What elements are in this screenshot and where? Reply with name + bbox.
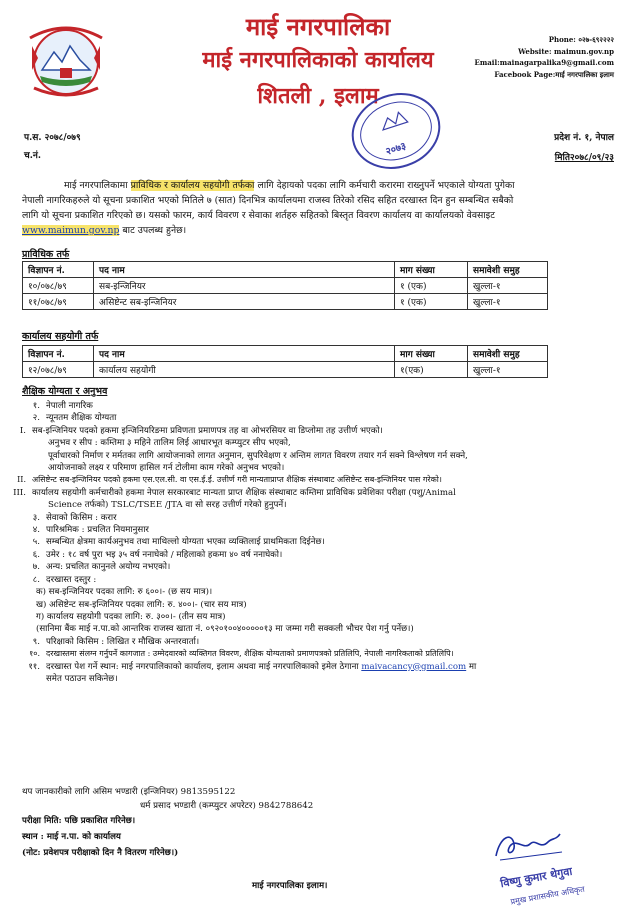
cell: असिष्टेन्ट सब-इन्जिनियर [94, 294, 395, 310]
list-item: १०. दरखास्तमा संलग्न गर्नुपर्ने कागजात : उम्मेदवारको व्यक्तिगत विवरण, शैक्षिक योग्यताको प्रमाणपत्रको प्रतिलिपि, नेपाली नागरिकताको प्रतिलिपि। [29, 649, 454, 659]
cell: खुल्ला-१ [468, 362, 548, 378]
table-row [23, 362, 548, 378]
list-item: I. सब-इन्जिनियर पदको हकमा इन्जिनियरिङमा प्रविणता प्रमाणपत्र तह वा ओभरसियर वा डिप्लोमा तह उत्तीर्ण भएको। [19, 425, 383, 436]
list-item: १. नेपाली नागरिक [32, 401, 93, 411]
intro-text-c: बाट उपलब्ध हुनेछ। [122, 225, 187, 236]
col-count: माग संख्या [395, 346, 468, 362]
place-title: शितली , इलाम [257, 83, 379, 109]
list-item: Science तर्फको) TSLC/TSEE /JTA वा सो सरह उत्तीर्ण गरेको हुनुपर्ने। [48, 500, 287, 511]
intro-line-1 [22, 178, 616, 193]
signature [490, 826, 570, 866]
qualification-title: शैक्षिक योग्यता र अनुभव [22, 386, 108, 397]
intro-line-4 [22, 223, 616, 238]
table-header-row [23, 262, 548, 278]
signer-title: प्रमुख प्रशासकीय अधिकृत [509, 884, 586, 907]
list-item: III. कार्यालय सहयोगी कर्मचारीको हकमा नेपाल सरकारबाट मान्यता प्राप्त शैक्षिक संस्थाबाट कम्तिमा प्राविधिक प्रवेशिका परीक्षा (पशु/Animal [13, 487, 456, 498]
contact-info-1: थप जानकारीको लागि असिम भण्डारी (इन्जिनियर) 9813595122 [22, 787, 236, 797]
list-item: ४. पारिश्रमिक : प्रचलित नियमानुसार [32, 525, 149, 536]
col-group: समावेशी समुह [468, 346, 548, 362]
list-item: (सानिमा बैंक माई न.पा.को आन्तरिक राजस्व खाता नं. ०९२०१००४०००००१३ मा जम्मा गरी सक्कली भौचर पेश गर्नु पर्नेछ।) [36, 624, 414, 635]
intro-highlight: प्राविधिक र कार्यालय सहयोगी तर्फका [130, 180, 255, 191]
cell: खुल्ला-१ [468, 278, 548, 294]
intro-line-3: लागि यो सूचना प्रकाशित गरिएको छ। यसको फारम, कार्य विवरण र सेवाका शर्तहरु सहितको बिस्तृत विवरण कार्यालय वा कार्यालयको वेवसाइट [22, 210, 495, 221]
cell: १०/०७८/७९ [23, 278, 94, 294]
list-item: अनुभव र सीप : कम्तिमा ३ महिने तालिम लिई आधारभूत कम्प्युटर सीप भएको, [48, 438, 291, 449]
tech-section-title: प्राविधिक तर्फ [22, 249, 70, 260]
office-title: माई नगरपालिकाको कार्यालय [202, 47, 434, 73]
cell: १ (एक) [395, 294, 468, 310]
facebook-text: Facebook Page:माई नगरपालिका इलाम [494, 69, 614, 79]
website-text: Website: maimun.gov.np [518, 46, 614, 56]
list-item: ५. सम्बन्धित क्षेत्रमा कार्यअनुभव तथा माथिल्लो योग्यता भएका व्यक्तिलाई प्राथमिकता दिईनेछ। [32, 537, 325, 548]
intro-text-a: माई नगरपालिकामा [64, 180, 128, 191]
list-item: आयोजनाको लक्ष्य र परिमाण हासिल गर्न टोलीमा काम गरेको अनुभव भएको। [48, 463, 285, 474]
list-item: क) सब-इन्जिनियर पदका लागि: रु ६००।- (छ सय मात्र)। [36, 587, 213, 598]
table-row [23, 294, 548, 310]
list-item: ३. सेवाको किसिम : करार [32, 512, 117, 523]
phone-text: Phone: ०२७-६९२२२२ [548, 35, 614, 44]
list-item: पूर्वाधारको निर्माण र मर्मतका लागि आयोजनाको लागत अनुमान, सुपरिवेक्षण र अन्तिम लागत विवरण तयार गर्न सक्ने विश्लेषण गर्न सक्ने, [48, 450, 468, 461]
list-item: ८. दरखास्त दस्तुर : [32, 574, 97, 585]
col-post: पद नाम [94, 346, 395, 362]
table-header-row [23, 346, 548, 362]
intro-text-b: लागि देहायको पदका लागि कर्मचारी करारमा राख्नुपर्ने भएकाले योग्यता पुगेका [257, 180, 515, 191]
list-item: ९. परिक्षाको किसिम : लिखित र मौखिक अन्तरवार्ता। [32, 636, 200, 647]
cell: १२/०७८/७९ [23, 362, 94, 378]
cell: सब-इन्जिनियर [94, 278, 395, 294]
list-item: ग) कार्यालय सहयोगी पदका लागि: रु. ३००।- (तीन सय मात्र) [36, 611, 226, 622]
intro-line-2: नेपाली नागरिकहरुले यो सूचना प्रकाशित भएको मितिले ७ (सात) दिनभित्र कार्यालयमा राजस्व तिरेको रसिद सहित दरखास्त दिन हुन सम्बन्धित सबैको [22, 195, 514, 206]
intro-paragraph [22, 178, 616, 238]
cell: ११/०७८/७९ [23, 294, 94, 310]
list-item: २. न्यूनतम शैक्षिक योग्यता [32, 413, 117, 424]
exam-place: स्थान : माई न.पा. को कार्यालय [22, 832, 121, 842]
email-link[interactable]: maivacancy@gmail.com [361, 661, 467, 672]
col-group: समावेशी समुह [468, 262, 548, 278]
admit-card-note: (नोट: प्रवेशपत्र परीक्षाको दिन नै वितरण गरिनेछ।) [22, 848, 179, 858]
footer-municipality: माई नगरपालिका इलाम। [252, 881, 328, 891]
list-item: ख) असिष्टेन्ट सब-इन्जिनियर पदका लागि: रु. ४००।- (चार सय मात्र) [36, 599, 247, 610]
office-table [22, 345, 548, 378]
emblem [24, 18, 108, 102]
tech-table [22, 261, 548, 310]
contact-info-2: धर्म प्रसाद भण्डारी (कम्प्युटर अपरेटर) 9842788642 [140, 801, 314, 811]
municipality-title: माई नगरपालिका [245, 12, 391, 41]
col-ad-no: विज्ञापन नं. [23, 262, 94, 278]
signer-name: विष्णु कुमार थेगुवा [499, 864, 574, 891]
seal-year: २०७३ [384, 140, 408, 158]
col-count: माग संख्या [395, 262, 468, 278]
qualification-list [13, 400, 618, 685]
dispatch-number: च.नं. [24, 151, 41, 161]
ref-number: प.स. २०७८/०७९ [24, 133, 81, 143]
contact-block [434, 34, 614, 80]
col-ad-no: विज्ञापन नं. [23, 346, 94, 362]
cell: १(एक) [395, 362, 468, 378]
email-text: Email:mainagarpalika9@gmail.com [474, 58, 614, 67]
cell: १ (एक) [395, 278, 468, 294]
cell: खुल्ला-१ [468, 294, 548, 310]
col-post: पद नाम [94, 262, 395, 278]
cell: कार्यालय सहयोगी [94, 362, 395, 378]
province-text: प्रदेश नं. १, नेपाल [554, 133, 614, 143]
list-item: ७. अन्य: प्रचलित कानुनले अयोग्य नभएको। [32, 562, 171, 573]
list-item: ६. उमेर : १८ वर्ष पुरा भइ ३५ वर्ष ननाघेको / महिलाको हकमा ४० वर्ष ननाघेको। [32, 549, 283, 560]
exam-date: परीक्षा मिति: पछि प्रकाशित गरिनेछ। [22, 816, 136, 826]
letter-date: मिति२०७८/०९/२३ [554, 153, 614, 163]
office-section-title: कार्यालय सहयोगी तर्फ [22, 331, 99, 342]
table-row [23, 278, 548, 294]
list-item: II. असिष्टेन्ट सब-इन्जिनियर पदको हकमा एस.एल.सी. वा एस.ई.ई. उत्तीर्ण गरी मान्यताप्राप्त शैक्षिक संस्थाबाट असिष्टेन्ट सब-इन्जिनियर पास गरेको। [17, 475, 442, 485]
website-link[interactable]: www.maimun.gov.np [22, 225, 120, 236]
list-item: ११. दरखास्त पेश गर्ने स्थान: माई नगरपालिकाको कार्यालय, इलाम अथवा माई नगरपालिकाको इमेल ठेगाना maivacancy@gmail.com मा [28, 661, 477, 672]
list-item: समेत पठाउन सकिनेछ। [46, 673, 118, 684]
